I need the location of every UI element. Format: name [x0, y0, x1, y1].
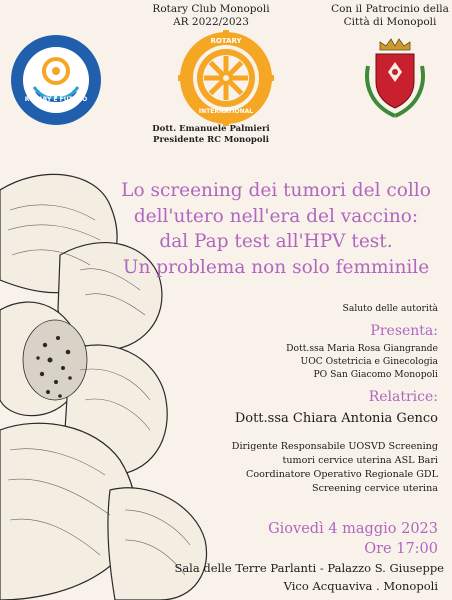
saluto-autorita: Saluto delle autorità — [342, 303, 438, 314]
relatrice-role-4: Screening cervice uterina — [312, 483, 438, 494]
patronage-header — [330, 3, 450, 29]
president-role: Presidente RC Monopoli — [153, 135, 269, 145]
relatrice-block — [198, 440, 438, 496]
patronage-line2: Città di Monopoli — [343, 16, 437, 28]
club-year: AR 2022/2023 — [173, 16, 249, 28]
event-address: Vico Acquaviva . Monopoli — [283, 579, 438, 593]
relatrice-heading: Relatrice: — [368, 389, 438, 405]
presenta-hospital: PO San Giacomo Monopoli — [313, 369, 438, 380]
presenta-heading: Presenta: — [370, 323, 438, 339]
event-date: Giovedì 4 maggio 2023 — [268, 521, 438, 537]
event-time: Ore 17:00 — [364, 541, 438, 557]
patronage-line1: Con il Patrocinio della — [331, 3, 449, 15]
relatrice-name: Dott.ssa Chiara Antonia Genco — [234, 411, 438, 426]
title-line-3: dal Pap test all'HPV test. — [159, 231, 393, 252]
presenta-block — [218, 342, 438, 381]
badge-caption: ROTARY È FUTURO — [24, 96, 88, 103]
rotary-logo-text-bottom: INTERNATIONAL — [198, 108, 254, 115]
title-line-4: Un problema non solo femminile — [122, 256, 430, 278]
relatrice-role-2: tumori cervice uterina ASL Bari — [282, 455, 438, 466]
rotary-e-futuro-badge — [9, 33, 103, 127]
event-venue: Sala delle Terre Parlanti - Palazzo S. Giuseppe — [174, 561, 444, 575]
monopoli-coat-of-arms — [362, 36, 428, 118]
presenta-unit: UOC Ostetricia e Ginecologia — [300, 356, 438, 367]
club-header — [146, 3, 276, 29]
relatrice-role-1: Dirigente Responsabile UOSVD Screening — [231, 441, 438, 452]
title-line-2: dell'utero nell'era del vaccino: — [133, 205, 419, 227]
title-line-1: Lo screening dei tumori del collo — [121, 180, 431, 201]
president-block — [146, 124, 276, 146]
club-name: Rotary Club Monopoli — [152, 3, 270, 15]
relatrice-role-3: Coordinatore Operativo Regionale GDL — [246, 469, 438, 480]
president-name: Dott. Emanuele Palmieri — [152, 124, 270, 134]
presenta-name: Dott.ssa Maria Rosa Giangrande — [286, 343, 438, 354]
rotary-logo-text-top: ROTARY — [210, 37, 242, 45]
event-title — [100, 178, 452, 280]
